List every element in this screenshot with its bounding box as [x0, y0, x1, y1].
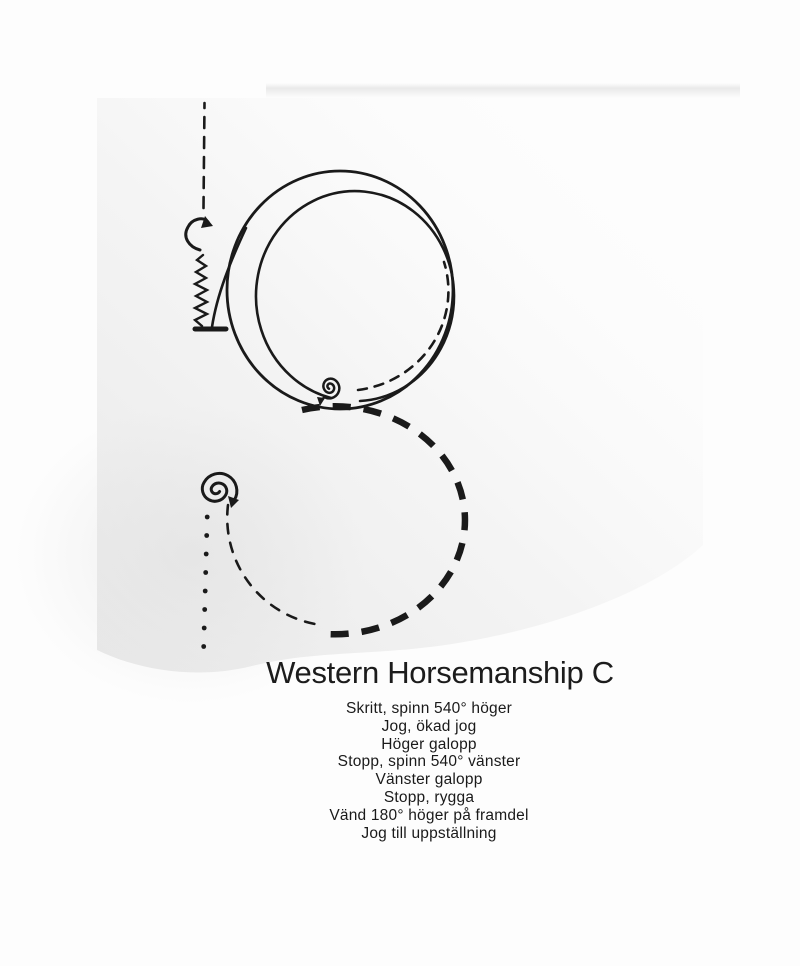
- instruction-line: Skritt, spinn 540° höger: [345, 700, 513, 717]
- instruction-line: Jog, ökad jog: [381, 717, 477, 735]
- instruction-line: Vänster galopp: [375, 771, 483, 789]
- walk-dot: [203, 589, 208, 594]
- walk-dot: [204, 552, 209, 557]
- instruction-list: [129, 700, 729, 842]
- walk-dot: [201, 644, 206, 649]
- walk-dot: [204, 533, 209, 538]
- scan-shadow-band: [266, 83, 740, 98]
- walk-dot: [203, 570, 208, 575]
- page-title: Western Horsemanship C: [266, 655, 614, 690]
- walk-dot: [205, 515, 210, 520]
- instruction-line: Vänd 180° höger på framdel: [329, 806, 529, 824]
- instruction-line: Höger galopp: [381, 735, 477, 753]
- walk-dot: [202, 626, 207, 631]
- instruction-line: Jog till uppställning: [361, 824, 497, 842]
- walk-dot: [202, 607, 207, 612]
- instruction-line: Stopp, spinn 540° vänster: [337, 753, 521, 771]
- instruction-line: Stopp, rygga: [383, 788, 475, 806]
